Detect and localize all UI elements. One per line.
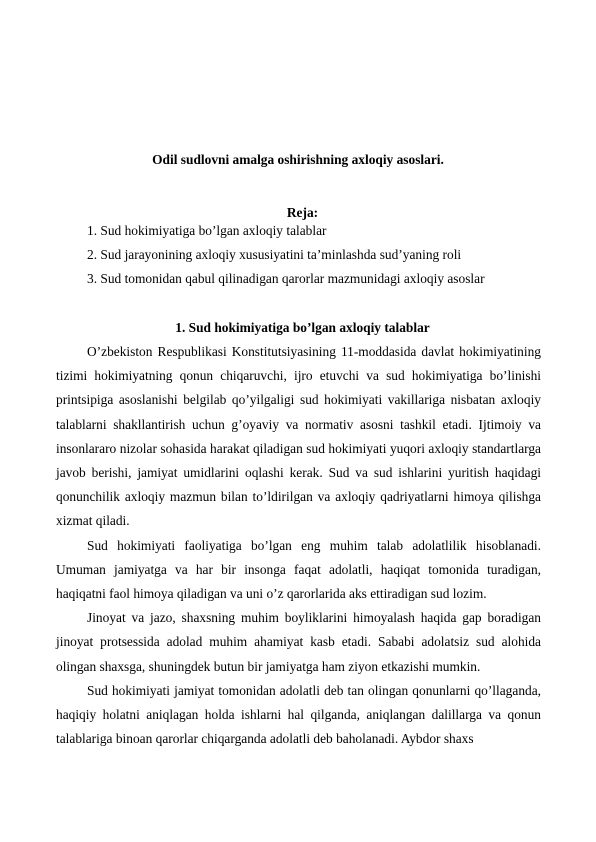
document-title: Odil sudlovni amalga oshirishning axloqiy asoslari. [152,152,444,167]
paragraph: Jinoyat va jazo, shaxsning muhim boyliklarini himoyalash haqida gap boradigan jinoyat protsessida adolad muhim ahamiyat kasb etadi. Sababi adolatsiz sud alohida olingan shaxsga, shuningdek butun bir jamiyatga ham ziyon etkazishi mumkin. [56,610,541,674]
paragraph: O’zbekiston Respublikasi Konstitutsiyasining 11-moddasida davlat hokimiyatining tizimi hokimiyatning qonun chiqaruvchi, ijro etuvchi va sud hokimiyatiga bo’linishi printsipiga asoslanishi belgilab qo’yilgaligi sud hokimiyati vakillariga nisbatan axloqiy talablarni shakllantirish uchun g’oyaviy va normativ asosni tashkil etadi. Ijtimoiy va insonlararo nizolar sohasida harakat qiladigan sud hokimiyati yuqori axloqiy standartlarga javob berishi, jamiyat umidlarini oqlashi kerak. Sud va sud ishlarini yuritish haqidagi qonunchilik axloqiy mazmun bilan to’ldirilgan va axloqiy qadriyatlarni himoya qilishga xizmat qiladi. [56,344,541,529]
plan-item: 1. Sud hokimiyatiga bo’lgan axloqiy talablar [87,223,327,238]
body-text [56,340,541,751]
plan-heading: Reja: [286,205,319,220]
plan-item: 3. Sud tomonidan qabul qilinadigan qarorlar mazmunidagi axloqiy asoslar [87,271,485,287]
paragraph: Sud hokimiyati jamiyat tomonidan adolatli deb tan olingan qonunlarni qo’llaganda, haqiqiy holatni aniqlagan holda ishlarni hal qilganda, aniqlangan dalillarga va qonun talablariga binoan qarorlar chiqarganda adolatli deb baholanadi. Aybdor shaxs [56,682,541,747]
section-heading: 1. Sud hokimiyatiga bo’lgan axloqiy talablar [175,320,430,335]
paragraph: Sud hokimiyati faoliyatiga bo’lgan eng muhim talab adolatlilik hisoblanadi. Umuman jamiyatga va har bir insonga faqat adolatli, haqiqat tomonida turadigan, haqiqatni faol himoya qiladigan va uni o’z qarorlarida aks ettiradigan sud lozim. [56,537,541,602]
plan-list [87,219,485,292]
plan-item: 2. Sud jarayonining axloqiy xususiyatini ta’minlashda sud’yaning roli [87,247,462,263]
